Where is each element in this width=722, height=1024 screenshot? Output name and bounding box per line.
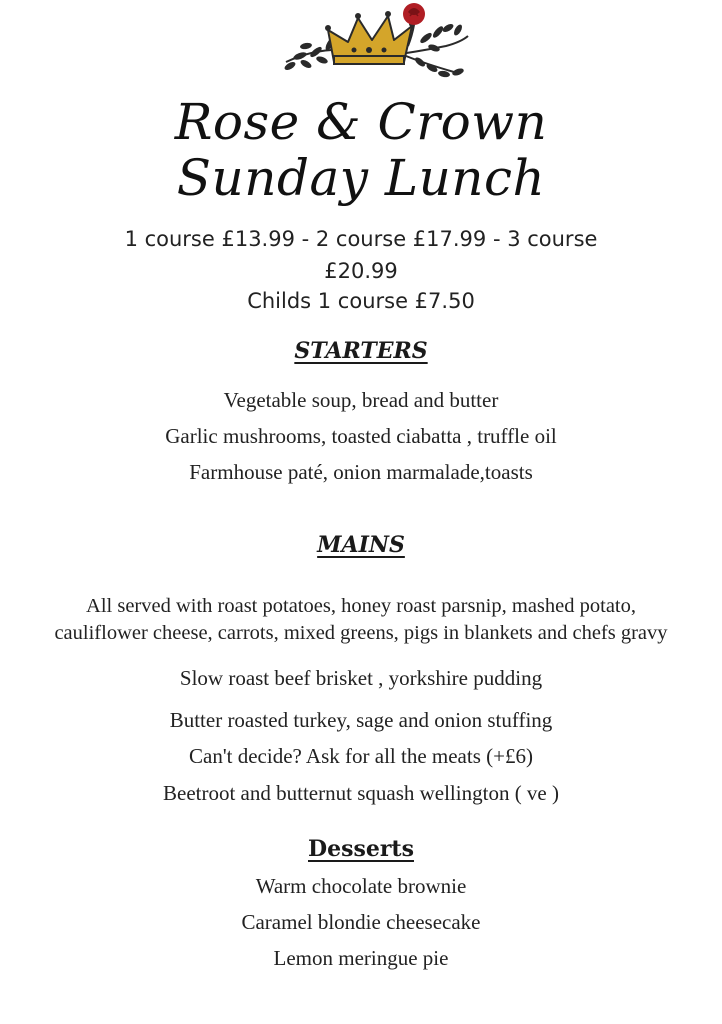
starter-item: Farmhouse paté, onion marmalade,toasts <box>189 460 533 484</box>
childs-price: Childs 1 course £7.50 <box>247 289 475 313</box>
mains-note-line-1: All served with roast potatoes, honey roast parsnip, mashed potato, <box>86 595 636 617</box>
mains-note-line-2: cauliflower cheese, carrots, mixed greens, pigs in blankets and chefs gravy <box>54 622 668 644</box>
main-item: Butter roasted turkey, sage and onion stuffing <box>169 708 553 732</box>
dessert-item: Lemon meringue pie <box>273 946 449 970</box>
menu-title: Sunday Lunch <box>176 149 546 207</box>
desserts-heading: Desserts <box>308 836 414 862</box>
main-item: Slow roast beef brisket , yorkshire pudding <box>179 666 543 690</box>
crown-and-rose-icon <box>276 0 474 82</box>
dessert-item: Warm chocolate brownie <box>255 874 467 898</box>
starters-heading: STARTERS <box>294 338 428 364</box>
starter-item: Vegetable soup, bread and butter <box>223 388 499 412</box>
main-item: Can't decide? Ask for all the meats (+£6) <box>189 744 533 768</box>
dessert-item: Caramel blondie cheesecake <box>241 910 481 934</box>
price-line-2: £20.99 <box>324 259 398 283</box>
restaurant-title: Rose & Crown <box>174 93 548 151</box>
price-line-1: 1 course £13.99 - 2 course £17.99 - 3 course <box>124 227 598 251</box>
starter-item: Garlic mushrooms, toasted ciabatta , truffle oil <box>165 424 557 448</box>
main-item: Beetroot and butternut squash wellington ( ve ) <box>163 781 559 805</box>
mains-heading: MAINS <box>317 532 405 558</box>
